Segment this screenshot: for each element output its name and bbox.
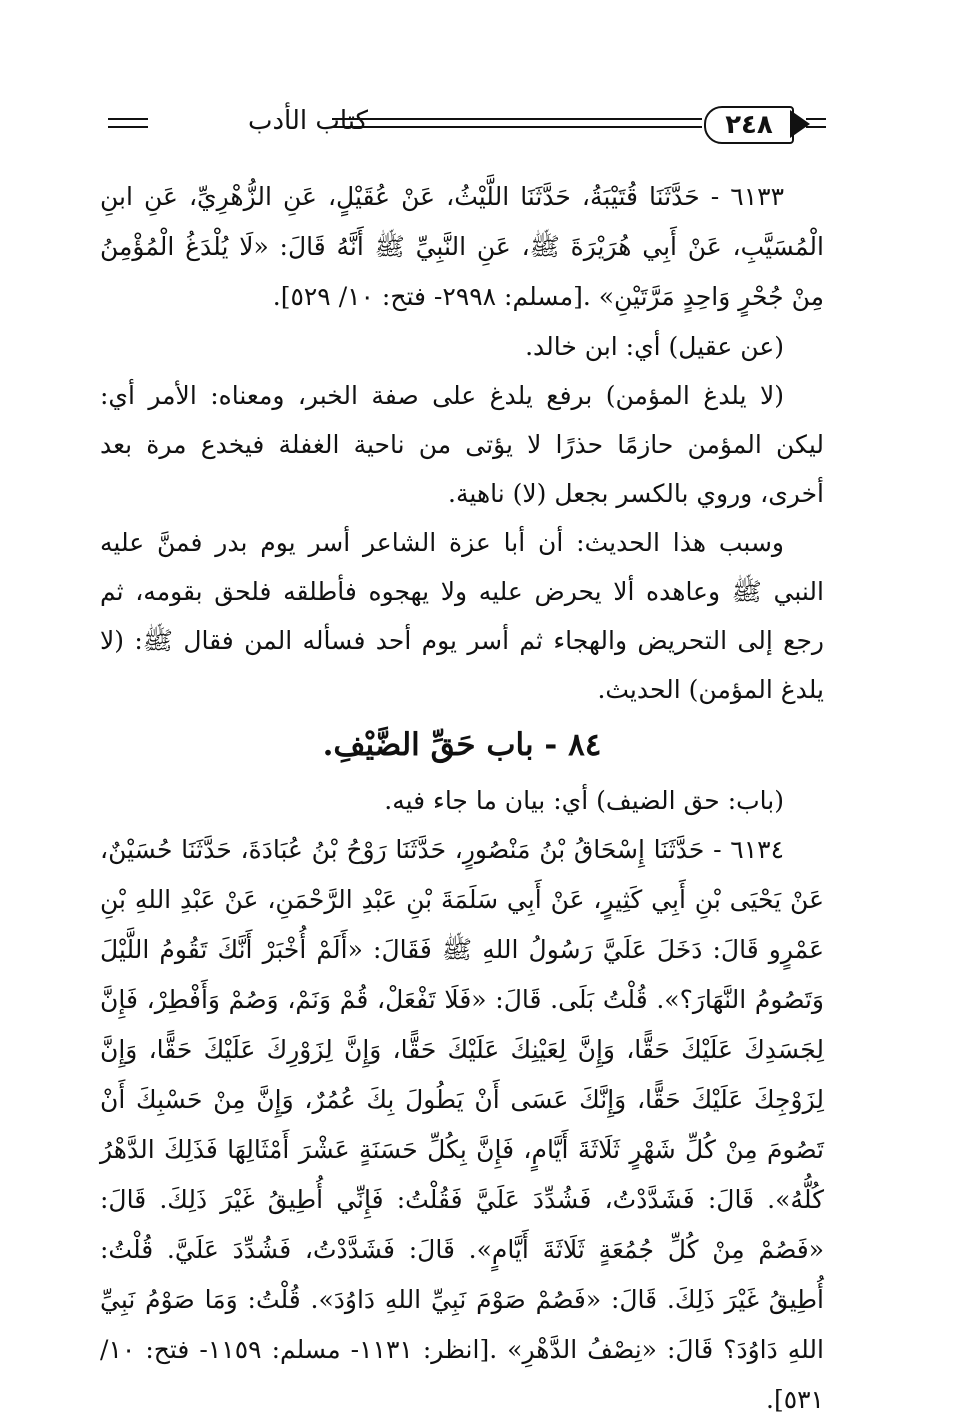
page-body [100, 172, 824, 1425]
commentary-paragraph: (باب: حق الضيف) أي: بيان ما جاء فيه. [384, 786, 784, 815]
commentary-paragraph: وسبب هذا الحديث: أن أبا عزة الشاعر أسر يوم بدر فمنَّ عليه النبي ﷺ وعاهده ألا يحرض عليه ولا يهجوه فأطلقه فلحق بقومه، ثم رجع إلى التحريض والهجاء ثم أسر يوم أحد فسأله المن فقال ﷺ: (لا يلدغ المؤمن) الحديث. [100, 528, 824, 704]
header-rule-center-bottom [332, 126, 702, 128]
header-rule-center-top [332, 118, 702, 120]
commentary-paragraph: (لا يلدغ المؤمن) برفع يلدغ على صفة الخبر، ومعناه: الأمر أي: ليكن المؤمن حازمًا حذرًا لا يؤتى من ناحية الغفلة فيخدع مرة بعد أخرى، وروي بالكسر بجعل (لا) ناهية. [100, 381, 824, 508]
hadith-6133: ٦١٣٣ - حَدَّثَنَا قُتَيْبَةُ، حَدَّثَنَا اللَّيْثُ، عَنْ عُقَيْلٍ، عَنِ الزُّهْرِيِّ، عَنِ ابنِ الْمُسَيَّبِ، عَنْ أَبِي هُرَيْرَةَ ﷺ، عَنِ النَّبِيِّ ﷺ أَنَّهُ قَالَ: «لَا يُلْدَغُ الْمُؤْمِنُ مِنْ جُحْرٍ وَاحِدٍ مَرَّتَيْنِ» .[مسلم: ٢٩٩٨- فتح: ١٠/ ٥٢٩]. [100, 182, 824, 311]
header-rule-left-top [108, 118, 148, 120]
hadith-6134: ٦١٣٤ - حَدَّثَنَا إِسْحَاقُ بْنُ مَنْصُورٍ، حَدَّثَنَا رَوْحُ بْنُ عُبَادَةَ، حَدَّثَنَا حُسَيْنٌ، عَنْ يَحْيَى بْنِ أَبِي كَثِيرٍ، عَنْ أَبِي سَلَمَةَ بْنِ عَبْدِ الرَّحْمَنِ، عَنْ عَبْدِ اللهِ بْنِ عَمْرٍو قَالَ: دَخَلَ عَلَيَّ رَسُولُ اللهِ ﷺ فَقَالَ: «أَلَمْ أُخْبَرْ أَنَّكَ تَقُومُ اللَّيْلَ وَتَصُومُ النَّهَارَ؟». قُلْتُ بَلَى. قَالَ: «فَلَا تَفْعَلْ، قُمْ وَنَمْ، وَصُمْ وَأَفْطِرْ، فَإِنَّ لِجَسَدِكَ عَلَيْكَ حَقًّا، وَإِنَّ لِعَيْنِكَ عَلَيْكَ حَقًّا، وَإِنَّ لِزَوْرِكَ عَلَيْكَ حَقًّا، وَإِنَّ لِزَوْجِكَ عَلَيْكَ حَقًّا، وَإِنَّكَ عَسَى أَنْ يَطُولَ بِكَ عُمُرٌ، وَإِنَّ مِنْ حَسْبِكَ أَنْ تَصُومَ مِنْ كُلِّ شَهْرٍ ثَلَاثَةَ أَيَّامٍ، فَإِنَّ بِكُلِّ حَسَنَةٍ عَشْرَ أَمْثَالِهَا فَذَلِكَ الدَّهْرُ كُلُّهُ». قَالَ: فَشَدَّدْتُ، فَشُدِّدَ عَلَيَّ فَقُلْتُ: فَإِنِّي أُطِيقُ غَيْرَ ذَلِكَ. قَالَ: «فَصُمْ مِنْ كُلِّ جُمُعَةٍ ثَلَاثَةَ أَيَّامٍ». قَالَ: فَشَدَّدْتُ، فَشُدِّدَ عَلَيَّ. قُلْتُ: أُطِيقُ غَيْرَ ذَلِكَ. قَالَ: «فَصُمْ صَوْمَ نَبِيِّ اللهِ دَاوُدَ». قُلْتُ: وَمَا صَوْمُ نَبِيِّ اللهِ دَاوُدَ؟ قَالَ: «نِصْفُ الدَّهْرِ» .[انظر: ١١٣١- مسلم: ١١٥٩- فتح: ١٠/ ٥٣١]. [100, 835, 824, 1414]
header-rule-right-top [806, 118, 826, 120]
page-header [100, 104, 828, 148]
page-number-arrow-icon [790, 110, 810, 138]
commentary-paragraph: (عن عقيل) أي: ابن خالد. [525, 332, 784, 361]
chapter-heading: ٨٤ - باب حَقِّ الضَّيْفِ. [322, 727, 602, 763]
header-rule-right-bottom [806, 126, 826, 128]
page-number: ٢٤٨ [704, 106, 794, 144]
book-title: كتاب الأدب [248, 106, 369, 136]
header-rule-left-bottom [108, 126, 148, 128]
